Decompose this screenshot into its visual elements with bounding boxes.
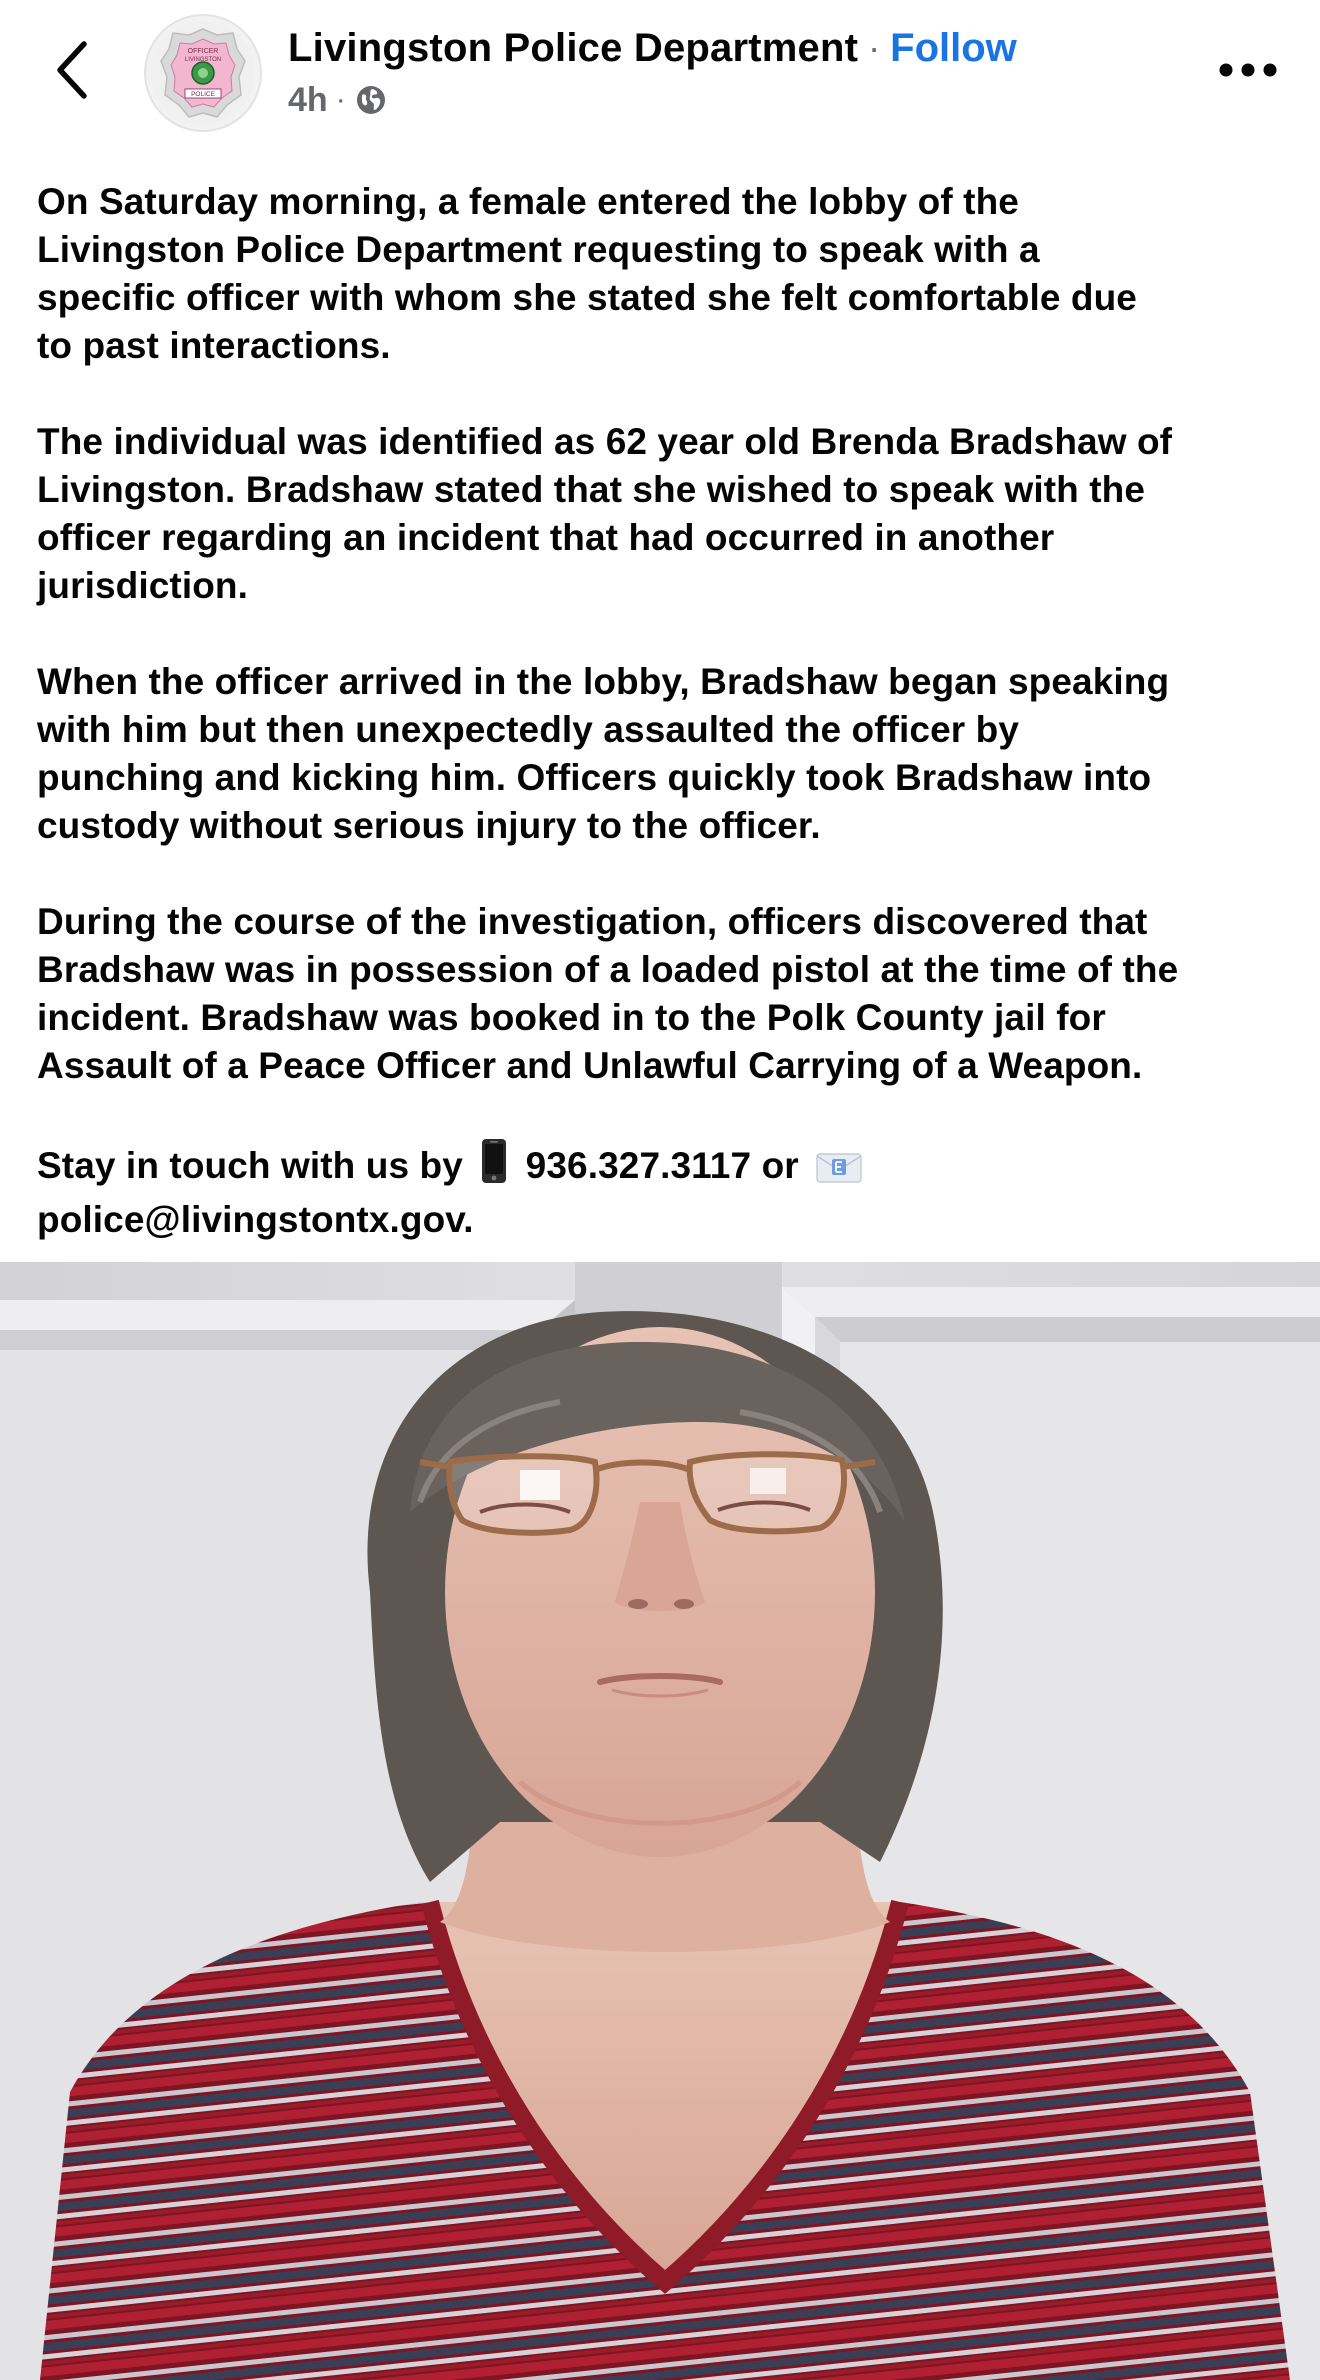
post-header xyxy=(0,0,1320,150)
booking-photo xyxy=(0,1262,1320,2380)
email-link[interactable]: police@livingstontx.gov. xyxy=(37,1199,474,1240)
more-horizontal-icon xyxy=(1218,62,1278,78)
post-timestamp[interactable]: 4h xyxy=(288,80,328,119)
contact-or: or xyxy=(761,1145,799,1186)
contact-prefix: Stay in touch with us by xyxy=(37,1145,463,1186)
mobile-phone-icon xyxy=(479,1138,509,1196)
back-button[interactable] xyxy=(38,32,106,108)
police-badge-icon xyxy=(151,21,255,125)
post-meta xyxy=(288,76,388,124)
post-paragraph: On Saturday morning, a female entered the lobby of the Livingston Police Department requesting to speak with a specific officer with whom she stated she felt comfortable due to past interactions. xyxy=(37,181,1137,366)
more-options-button[interactable] xyxy=(1212,40,1284,100)
title-separator: · xyxy=(868,27,881,68)
globe-icon xyxy=(354,83,388,117)
post-photo[interactable] xyxy=(0,1262,1320,2380)
post-text xyxy=(37,178,1287,1244)
post-paragraph: During the course of the investigation, officers discovered that Bradshaw was in possession of a loaded pistol at the time of the incident. Bradshaw was booked in to the Polk County jail for Assault of a Peace Officer and Unlawful Carrying of a Weapon. xyxy=(37,901,1179,1086)
post-paragraph: The individual was identified as 62 year old Brenda Bradshaw of Livingston. Bradshaw stated that she wished to speak with the officer regarding an incident that had occurred in another jurisdiction. xyxy=(37,421,1173,606)
phone-number-link[interactable]: 936.327.3117 xyxy=(525,1145,752,1186)
post-paragraph: When the officer arrived in the lobby, Bradshaw began speaking with him but then unexpectedly assaulted the officer by punching and kicking him. Officers quickly took Bradshaw into custody without serious injury to the officer. xyxy=(37,661,1170,846)
email-icon xyxy=(815,1148,863,1196)
page-name[interactable]: Livingston Police Department xyxy=(288,25,859,70)
title-row xyxy=(288,20,1017,76)
avatar[interactable] xyxy=(144,14,262,132)
avatar-badge-bottom-text: POLICE xyxy=(191,91,215,98)
meta-separator: · xyxy=(335,83,346,116)
contact-line xyxy=(37,1138,1287,1244)
follow-button[interactable]: Follow xyxy=(890,25,1017,70)
avatar-badge-top-text: OFFICER xyxy=(187,48,219,55)
avatar-badge-mid-text: LIVINGSTON xyxy=(184,57,222,63)
chevron-left-icon xyxy=(54,40,90,100)
